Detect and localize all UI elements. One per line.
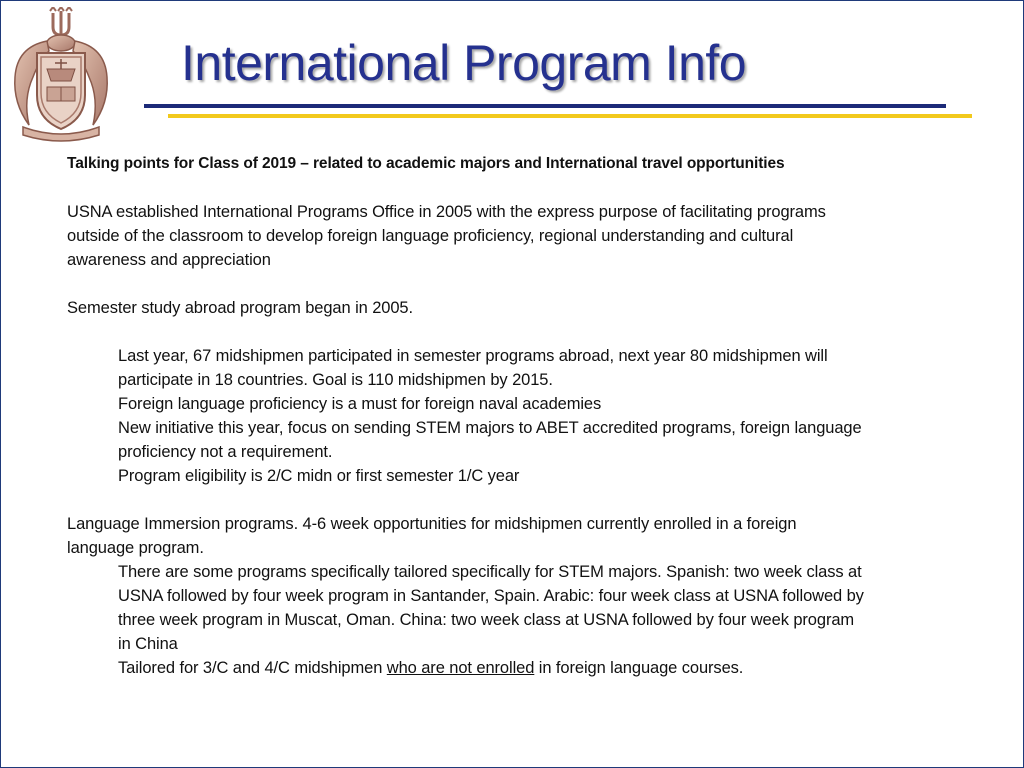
naval-academy-crest-icon (9, 7, 113, 145)
immersion-line: USNA followed by four week program in Santander, Spain. Arabic: four week class at USNA followed by (118, 587, 864, 605)
intro-line: awareness and appreciation (67, 251, 271, 269)
immersion-heading: Language Immersion programs. 4-6 week opportunities for midshipmen currently enrolled in a foreign (67, 515, 797, 533)
immersion-heading: language program. (67, 539, 204, 557)
immersion-line: three week program in Muscat, Oman. China: two week class at USNA followed by four week program (118, 611, 855, 629)
semester-line: participate in 18 countries. Goal is 110 midshipmen by 2015. (118, 371, 553, 389)
immersion-line: There are some programs specifically tailored specifically for STEM majors. Spanish: two week class at (118, 563, 862, 581)
semester-line: Last year, 67 midshipmen participated in semester programs abroad, next year 80 midshipmen will (118, 347, 828, 365)
last-line-after: in foreign language courses. (534, 659, 744, 677)
semester-line: Program eligibility is 2/C midn or first semester 1/C year (118, 467, 520, 485)
semester-heading: Semester study abroad program began in 2005. (67, 299, 413, 317)
slide-title: International Program Info (181, 35, 747, 91)
semester-line: proficiency not a requirement. (118, 443, 333, 461)
intro-line: outside of the classroom to develop foreign language proficiency, regional understanding and cultural (67, 227, 794, 245)
immersion-line: in China (118, 635, 178, 653)
subtitle: Talking points for Class of 2019 – related to academic majors and International travel opportunities (67, 155, 785, 172)
immersion-last-line (118, 656, 743, 680)
title-underline-navy (144, 104, 946, 108)
title-underline-gold (168, 114, 972, 118)
semester-line: New initiative this year, focus on sending STEM majors to ABET accredited programs, foreign language (118, 419, 862, 437)
last-line-underlined: who are not enrolled (386, 659, 535, 677)
intro-line: USNA established International Programs Office in 2005 with the express purpose of facilitating programs (67, 203, 826, 221)
semester-line: Foreign language proficiency is a must for foreign naval academies (118, 395, 602, 413)
last-line-before: Tailored for 3/C and 4/C midshipmen (118, 659, 387, 677)
